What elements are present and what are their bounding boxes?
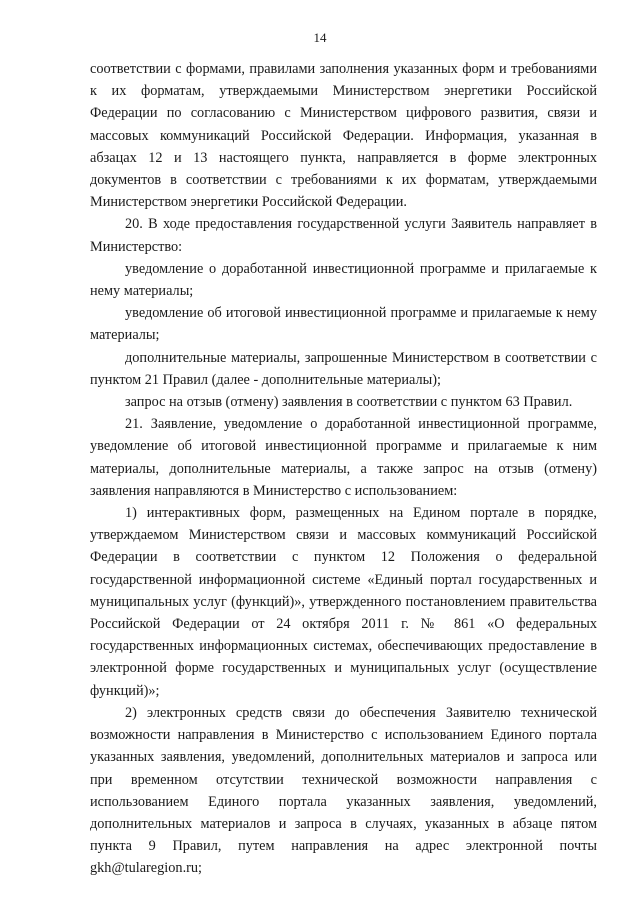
paragraph-item-21: 21. Заявление, уведомление о доработанной инвестиционной программе, уведомление об итоговой инвестиционной программе и прилагаемые к ним материалы, дополнительные материалы, а также запрос на отзыв (отмену) заявления направляются в Министерство с использованием:: [90, 416, 597, 499]
paragraph-continuation: соответствии с формами, правилами заполнения указанных форм и требованиями к их форматам, утверждаемыми Министерством энергетики Российской Федерации по согласованию с Министерством цифрового развития, связи и массовых коммуникаций Российской Федерации. Информация, указанная в абзацах 12 и 13 настоящего пункта, направляется в форме электронных документов в соответствии с требованиями к их форматам, утверждаемыми Министерством энергетики Российской Федерации.: [90, 61, 597, 211]
document-body: [90, 58, 597, 880]
paragraph-item-20: 20. В ходе предоставления государственной услуги Заявитель направляет в Министерство:: [90, 216, 597, 255]
paragraph-subitem-1: 1) интерактивных форм, размещенных на Едином портале в порядке, утверждаемом Министерством связи и массовых коммуникаций Российской Федерации в соответствии с пунктом 12 Положения о федеральной государственной информационной системе «Единый портал государственных и муниципальных услуг (функций)», утвержденного постановлением правительства Российской Федерации от 24 октября 2011 г. № 861 «О федеральных государственных информационных системах, обеспечивающих предоставление в электронной форме государственных и муниципальных услуг (осуществление функций)»;: [90, 505, 597, 699]
paragraph-additional-materials: дополнительные материалы, запрошенные Министерством в соответствии с пунктом 21 Правил (далее - дополнительные материалы);: [90, 349, 597, 388]
paragraph-notice-final-program: уведомление об итоговой инвестиционной программе и прилагаемые к нему материалы;: [90, 305, 597, 344]
paragraph-notice-revised-program: уведомление о доработанной инвестиционной программе и прилагаемые к нему материалы;: [90, 260, 597, 300]
page-number: 14: [313, 30, 327, 45]
paragraph-withdrawal-request: запрос на отзыв (отмену) заявления в соответствии с пунктом 63 Правил.: [125, 394, 573, 411]
paragraph-subitem-2: 2) электронных средств связи до обеспечения Заявителю технической возможности направления в Министерство с использованием Единого портала указанных заявления, уведомлений, дополнительных материалов и запроса или при временном отсутствии технической возможности направления с использованием Единого портала указанных заявления, уведомлений, дополнительных материалов и запроса в случаях, указанных в абзаце пятом пункта 9 Правил, путем направления на адрес электронной почты gkh@tularegion.ru;: [90, 704, 597, 877]
